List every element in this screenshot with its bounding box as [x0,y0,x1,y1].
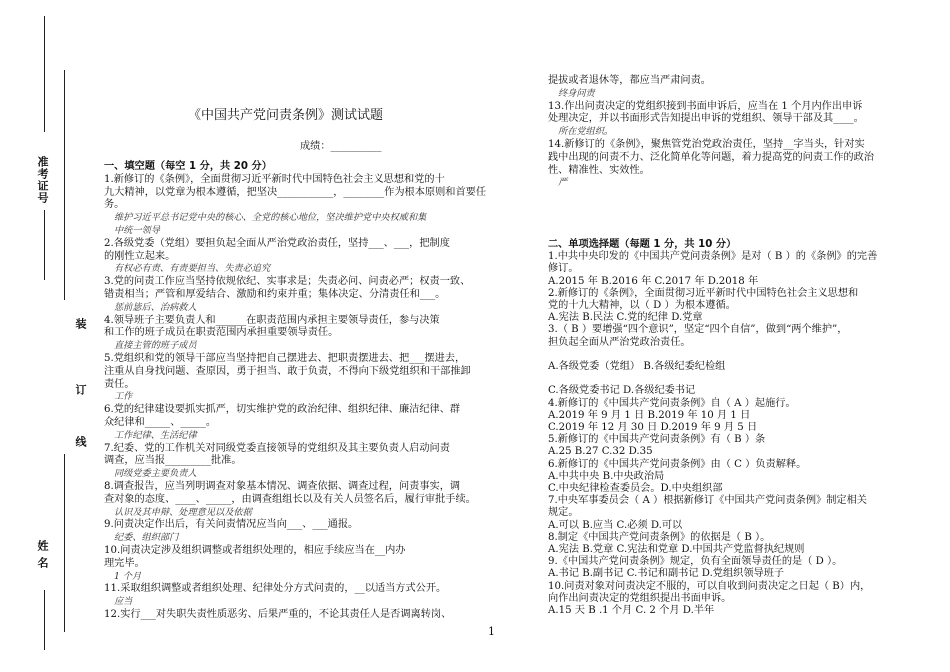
question-line: 10.问责对象对问责决定不服的，可以自收到问责决定之日起（ B）内， [548,580,871,592]
question-line: 错责相当；严管和厚爱结合、激励和约束并重；集体决定、分清责任和___。 [104,289,446,300]
question-line: 1.中共中央印发的《中国共产党问责条例》是对（ B ）的《条例》的完善 [548,251,878,263]
question-line: 6.新修订的《中国共产党问责条例》由（ C ）负责解释。 [548,458,807,470]
exam-id-underline [44,210,45,280]
left-column [104,160,504,620]
question-line: 7.中央军事委员会（ A ）根据新修订《中国共产党问责条例》制定相关 [548,495,867,507]
question-line: 5.新修订的《中国共产党问责条例》有（ B ）条 [548,434,766,446]
question-line: A.2019 年 9 月 1 日 B.2019 年 10 月 1 日 [548,409,751,421]
question-line: 9.问责决定作出后，有关问责情况应当向___、___通报。 [104,519,359,531]
question-line: 党的十九大精神，以（ D ）为根本遵循。 [548,300,736,311]
answer-line: 所在党组织。 [558,126,614,138]
question-line: A.中共中央 B.中央政治局 [548,470,665,482]
answer-line: 认识及其申辩、处理意见以及依据 [114,506,252,518]
binding-line-left [64,70,65,300]
question-line: 规定。 [548,507,579,519]
question-line: 修订。 [548,263,579,275]
binding-char-xian: 线 [74,436,87,448]
question-line: A.宪法 B.党章 C.宪法和党章 D.中国共产党监督执纪规则 [548,544,805,555]
answer-line: 中统一领导 [114,225,160,236]
right-column-top [548,74,918,204]
exam-id-label: 准考证号 [36,156,49,204]
question-line: 性、精准性、实效性。 [548,164,650,176]
question-line: 践中出现的问责不力、泛化简单化等问题，着力提高党的问责工作的政治 [548,151,874,163]
question-line: 7.纪委、党的工作机关对同级党委直接领导的党组织及其主要负责人启动问责 [104,442,450,454]
question-line: 4.新修订的《中国共产党问责条例》自（ A ）起施行。 [548,397,796,409]
answer-line: 工作 [114,391,133,403]
question-line: 12.实行___对失职失责性质恶劣、后果严重的，不论其责任人是否调离转岗、 [104,609,452,620]
question-line: 4.领导班子主要负责人和______在职责范围内承担主要领导责任，参与决策 [104,314,440,326]
question-line: 的刚性立起来。 [104,250,176,262]
question-line: 5.党组织和党的领导干部应当坚持把自己摆进去、把职责摆进去、把___摆进去， [104,353,466,364]
question-line: 13.作出问责决定的党组织接到书面申诉后，应当在 1 个月内作出申诉 [548,100,863,112]
question-line: 1.新修订的《条例》，全面贯彻习近平新时代中国特色社会主义思想和党的十 [104,173,445,185]
answer-line: 惩前毖后、治病救人 [114,301,197,313]
answer-line: 严 [558,177,568,189]
question-line: 11.采取组织调整或者组织处理、纪律处分方式问责的，__以适当方式公开。 [104,583,447,595]
question-line: 注重从自身找问题、查原因，勇于担当、敢于负责，不得向下级党组织和干部推卸 [104,365,471,377]
binding-char-zhuang: 装 [74,318,87,330]
answer-line: 维护习近平总书记党中央的核心、全党的核心地位，坚决维护党中央权威和集 [114,212,427,224]
question-line: 3.党的问责工作应当坚持依规依纪、实事求是；失责必问、问责必严；权责一致、 [104,276,471,288]
question-line: 务。 [104,199,125,211]
question-line: A.可以 B.应当 C.必须 D.可以 [548,519,683,531]
question-line: 14.新修订的《条例》，聚焦管党治党政治责任，坚持__字当头，针对实 [548,139,865,150]
question-line: 提拔或者退休等，都应当严肃问责。 [548,75,711,86]
answer-line: 工作纪律、生活纪律 [114,429,197,441]
question-line: 众纪律和_____、_____。 [104,417,217,428]
question-line: 6.党的纪律建设要抓实抓严，切实维护党的政治纪律、组织纪律、廉洁纪律、群 [104,404,461,416]
answer-line: 应当 [114,596,133,608]
answer-line: 同级党委主要负责人 [114,468,197,480]
question-line: 2.新修订的《条例》，全面贯彻习近平新时代中国特色社会主义思想和 [548,287,859,299]
question-line: A.2015 年 B.2016 年 C.2017 年 D.2018 年 [548,275,759,287]
question-line: 查对象的态度、____、_____，由调查组组长以及有关人员签名后，履行审批手续。 [104,493,476,505]
question-line: 2.各级党委（党组）要担负起全面从严治党政治责任，坚持___、___，把制度 [104,237,450,249]
question-line: A.书记 B.副书记 C.书记和副书记 D.党组织领导班子 [548,568,785,580]
binding-line-top [44,16,45,132]
question-line: C.中央纪律检查委员会。D.中央组织部 [548,483,723,494]
question-line: A.宪法 B.民法 C.党的纪律 D.党章 [548,312,703,324]
answer-line: 直接主管的班子成员 [114,340,197,352]
question-line: 9.《中国共产党问责条例》规定，负有全面领导责任的是（ D ）。 [548,556,843,568]
right-column-bottom [548,238,918,618]
question-line: 理完毕。 [104,557,145,569]
binding-char-ding: 订 [74,384,87,396]
question-line: C.各级党委书记 D.各级纪委书记 [548,385,696,397]
answer-line: 有权必有责、有责要担当、失责必追究 [114,263,271,275]
question-line: 3.（ B ）要增强“四个意识”，坚定“四个自信”，做到“两个维护”， [548,324,848,336]
page-title: 《中国共产党问责条例》测试试题 [188,108,384,123]
question-line: A.各级党委（党组） B.各级纪委纪检组 [548,361,726,372]
question-line: 责任。 [104,378,135,390]
page-number: 1 [488,625,495,638]
question-line: 8.调查报告，应当列明调查对象基本情况、调查依据、调查过程，问责事实，调 [104,481,461,492]
question-line: 和工作的班子成员在职责范围内承担重要领导责任。 [104,327,339,339]
score-field: 成绩：__________ [300,141,382,152]
answer-line: 1 个月 [114,570,142,582]
name-label: 姓 名 [36,540,49,569]
answer-line: 终身问责 [558,87,595,99]
question-line: 10.问责决定涉及组织调整或者组织处理的，相应手续应当在__内办 [104,545,406,556]
section-heading: 二、单项选择题（每题 1 分，共 10 分） [548,239,737,250]
question-line: A.15 天 B .1 个月 C. 2 个月 D.半年 [548,605,715,616]
question-line: 处理决定，并以书面形式告知提出申诉的党组织、领导干部及其____。 [548,113,864,125]
question-line: 向作出问责决定的党组织提出书面申诉。 [548,592,732,604]
question-line: 8.制定《中国共产党问责条例》的依据是（ B ）。 [548,531,771,543]
answer-line: 纪委、组织部门 [114,532,179,544]
name-underline [44,590,45,650]
binding-line-lower [64,454,65,632]
question-line: 九大精神，以党章为根本遵循，把坚决___________，________作为根本原则和首要任 [104,186,487,198]
question-line: 担负起全面从严治党政治责任。 [548,336,691,348]
section-heading: 一、填空题（每空 1 分，共 20 分） [104,161,272,172]
question-line: C.2019 年 12 月 30 日 D.2019 年 9 月 5 日 [548,422,758,433]
question-line: A.25 B.27 C.32 D.35 [548,446,653,458]
question-line: 调查，应当报_________批准。 [104,455,242,467]
